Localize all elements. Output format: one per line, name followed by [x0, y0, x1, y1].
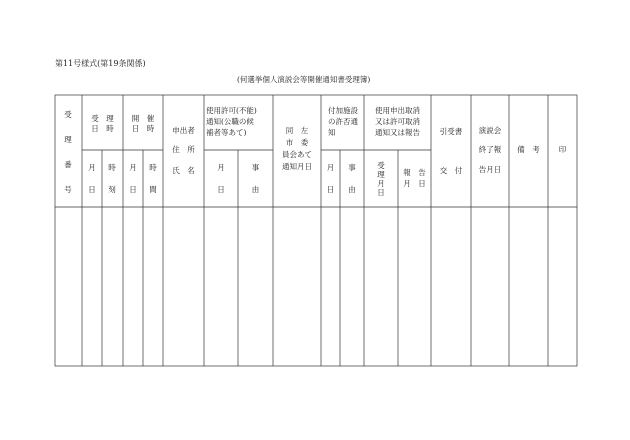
sub-report-2: 月 日: [403, 179, 426, 188]
sub-reason-2: 由: [251, 185, 260, 194]
col-seal: 印: [558, 145, 567, 154]
sub-received-1: 受: [377, 161, 385, 170]
sub-day: 日: [88, 185, 96, 194]
form-number: 第11号様式(第19条関係): [55, 59, 146, 68]
sub-month: 月: [217, 163, 225, 172]
sub-month: 月: [88, 163, 96, 172]
col-remarks: 備 考: [517, 145, 540, 154]
table-border: [55, 95, 577, 366]
sub-hour: 時: [108, 163, 116, 172]
col-meeting-end-2: 終了報: [478, 145, 502, 154]
column-rules: [82, 95, 548, 366]
sub-duration: 間: [149, 185, 157, 194]
col-permission-notice-3: 補者等あて): [206, 128, 247, 137]
col-receipt-number-4: 号: [64, 185, 72, 194]
col-committee-notice-2: 市 委: [285, 138, 309, 147]
register-title: (何選挙個人演説会等開催通知書受理簿): [237, 75, 371, 84]
col-permission-notice-1: 使用許可(不能): [206, 106, 257, 115]
col-cancellation-2: 又は許可取消: [375, 117, 420, 126]
col-acceptance-2: 交 付: [439, 166, 463, 175]
subcolumn-rules: [102, 150, 398, 366]
sub-report-1: 報 告: [403, 168, 426, 177]
col-receipt-datetime-1: 受 理: [91, 114, 114, 123]
col-applicant-3: 氏 名: [172, 166, 195, 175]
col-committee-notice-4: 通知月日: [282, 162, 312, 171]
col-acceptance-1: 引受書: [439, 127, 463, 136]
sub-month: 月: [326, 163, 335, 172]
sub-reason-1: 事: [348, 163, 356, 172]
col-receipt-number-2: 理: [64, 135, 72, 144]
col-committee-notice-1: 同 左: [285, 126, 309, 135]
sub-day: 日: [326, 185, 335, 194]
col-committee-notice-3: 員会あて: [282, 150, 312, 159]
col-permission-notice-2: 通知(公職の候: [206, 117, 254, 126]
sub-reason-2: 由: [348, 185, 356, 194]
col-cancellation-1: 使用申出取消: [375, 106, 420, 115]
col-facility-notice-1: 付加施設: [328, 106, 358, 115]
col-cancellation-3: 通知又は報告: [375, 128, 420, 137]
col-facility-notice-2: の許否通: [328, 117, 358, 126]
col-meeting-end-3: 告月日: [478, 165, 502, 174]
sub-received-4: 日: [377, 188, 385, 197]
sub-reason-1: 事: [251, 163, 260, 172]
sub-minute: 刻: [108, 185, 116, 194]
col-meeting-datetime-1: 開 催: [131, 114, 155, 123]
sub-hour: 時: [149, 163, 157, 172]
sub-day: 日: [217, 185, 225, 194]
col-meeting-end-1: 演説会: [478, 126, 502, 135]
sub-day: 日: [129, 185, 137, 194]
col-receipt-datetime-2: 日 時: [91, 124, 114, 133]
sub-received-2: 理: [377, 170, 385, 179]
col-receipt-number-1: 受: [64, 110, 72, 119]
sub-received-3: 月: [377, 179, 385, 188]
col-facility-notice-3: 知: [328, 128, 336, 137]
sub-month: 月: [129, 163, 137, 172]
col-applicant-2: 住 所: [172, 145, 195, 154]
col-meeting-datetime-2: 日 時: [131, 124, 155, 133]
col-applicant-1: 申出者: [172, 126, 195, 135]
col-receipt-number-3: 番: [64, 160, 72, 169]
